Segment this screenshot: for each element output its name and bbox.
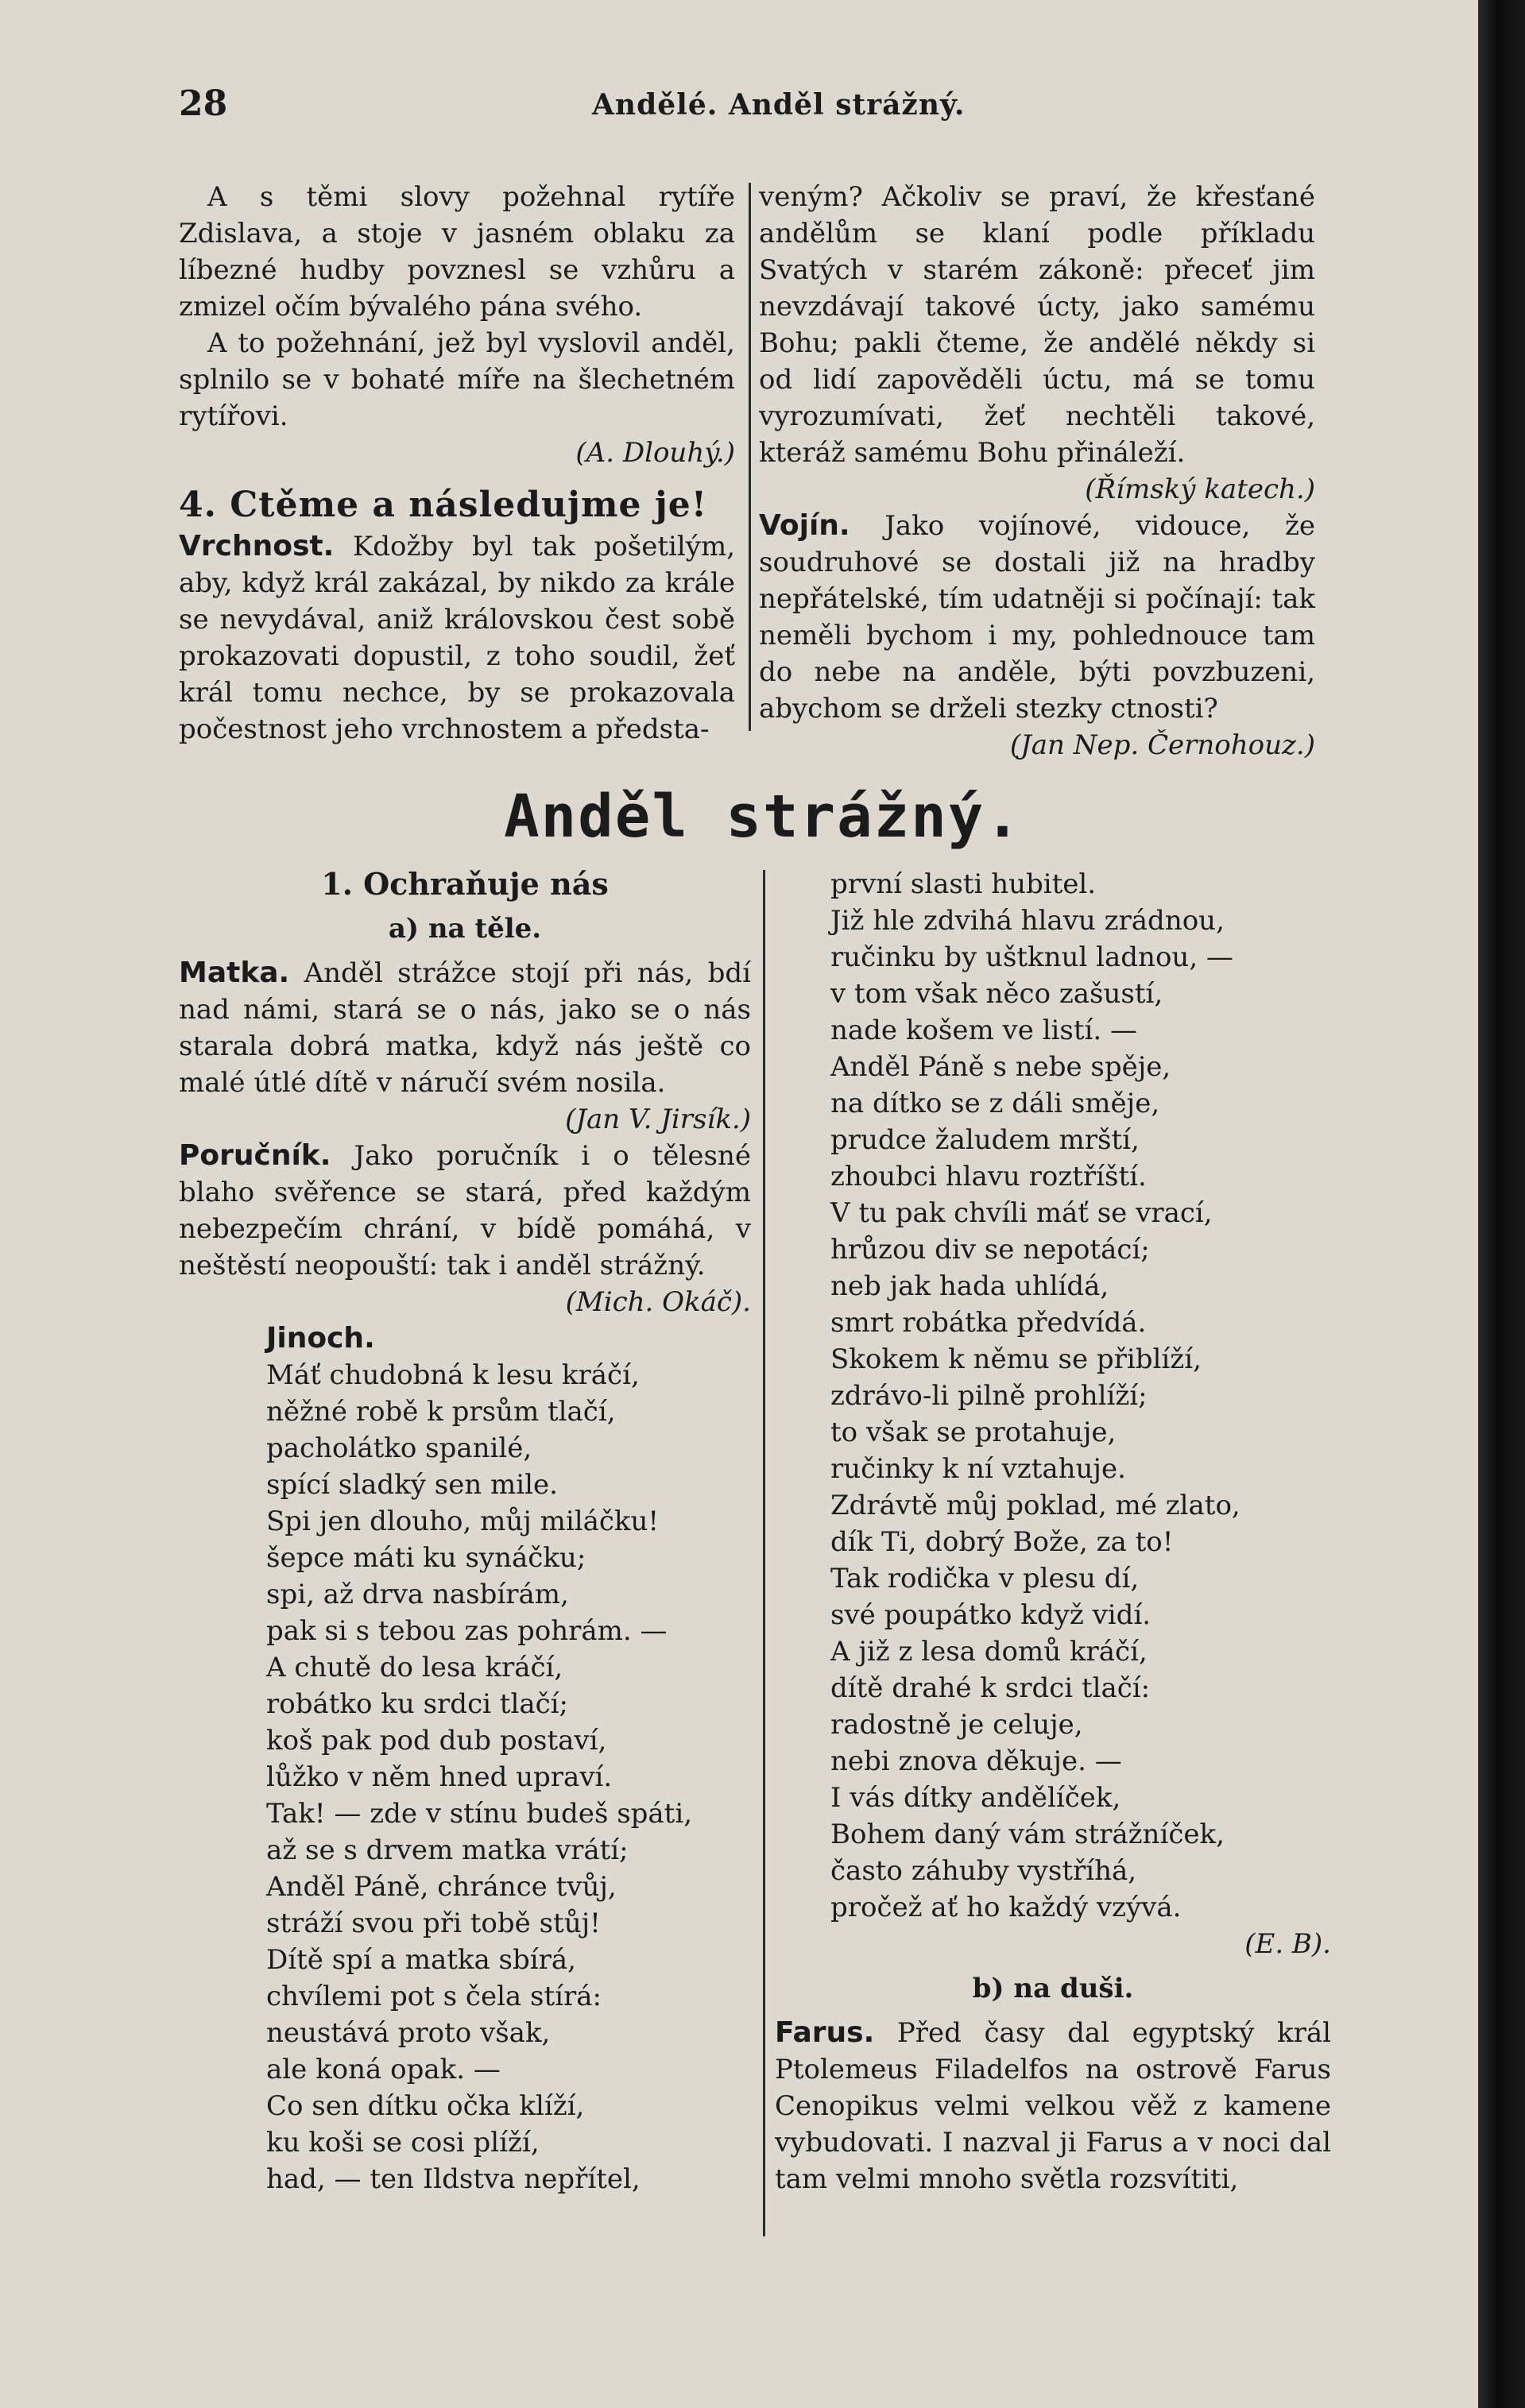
poem-line: V tu pak chvíli máť se vrací, [830,1197,1213,1229]
poem-line: spi, až drva nasbírám, [266,1579,569,1610]
poem-line: robátko ku srdci tlačí; [266,1688,568,1720]
poem-line: pak si s tebou zas pohrám. — [266,1615,668,1647]
poem-line: spící sladký sen mile. [266,1469,558,1501]
poem-right [775,866,1331,1926]
poem-left [179,1357,751,2197]
poem-line: Bohem daný vám strážníček, [830,1819,1225,1850]
subsection-subheading: a) na těle. [388,913,542,945]
poem-line: neustává proto však, [266,2017,551,2049]
poem-line: Spi jen dlouho, můj miláčku! [266,1505,660,1537]
column-divider [749,183,751,731]
poem-line: Co sen dítku očka klíží, [266,2090,585,2122]
section-title: Anděl strážný. [504,783,1022,851]
poem-line: ručinku by uštknul ladnou, — [830,941,1233,973]
poem-line: hrůzou div se nepotácí; [830,1234,1150,1266]
poem-line: Anděl Páně, chránce tvůj, [266,1871,617,1903]
poem-line: první slasti hubitel. [830,868,1097,900]
poem-line: ku koši se cosi plíží, [266,2127,540,2159]
poem-line: I vás dítky andělíček, [830,1782,1121,1814]
paragraph: A s těmi slovy požehnal rytíře Zdislava, a stoje v jasném oblaku za líbezné hudby povznesl se vzhůru a zmizel očím bývalého pána svého. [179,181,735,323]
poem-line: Dítě spí a matka sbírá, [266,1944,576,1976]
poem-line: pročež ať ho každý vzývá. [830,1892,1182,1923]
poem-line: dítě drahé k srdci tlačí: [830,1672,1151,1704]
poem-line: něžné robě k prsům tlačí, [266,1396,616,1428]
poem-line: na dítko se z dáli směje, [830,1088,1160,1119]
running-title: Andělé. Anděl strážný. [592,88,966,122]
poem-line: ručinky k ní vztahuje. [830,1453,1126,1485]
poem-line: své poupátko když vidí. [830,1599,1151,1631]
poem-line: Zdrávtě můj poklad, mé zlato, [830,1490,1241,1521]
poem-line: Již hle zdvihá hlavu zrádnou, [830,905,1225,937]
paragraph-label: Vrchnost. [179,530,335,562]
paragraph-label: Poručník. [179,1139,331,1172]
section-heading: 4. Ctěme a následujme je! [179,485,708,525]
citation: (Jan Nep. Černohouz.) [1009,729,1315,761]
paragraph: veným? Ačkoliv se praví, že křesťané andělům se klaní podle příkladu Svatých v starém zákoně: přeceť jim nevzdávají takové úcty, jako samému Bohu; pakli čteme, že andělé někdy si od lidí zapověděli úctu, má se tomu vyrozumívati, žeť nechtěli takové, kteráž samému Bohu přináleží. [759,181,1315,469]
poem-line: dík Ti, dobrý Bože, za to! [830,1526,1174,1558]
paragraph: Před časy dal egyptský král Ptolemeus Filadelfos na ostrově Farus Cenopikus velmi velkou věž z kamene vybudovati. I nazval ji Farus a v noci dal tam velmi mnoho světla rozsvítiti, [775,2017,1331,2195]
citation: (E. B). [1244,1928,1331,1960]
column-divider [763,870,765,2236]
subsection-heading: 1. Ochraňuje nás [321,866,609,902]
poem-line: nade košem ve listí. — [830,1015,1138,1046]
poem-line: nebi znova děkuje. — [830,1745,1122,1777]
poem-line: A chutě do lesa kráčí, [266,1652,563,1683]
poem-line: Anděl Páně s nebe spěje, [830,1051,1171,1083]
poem-line: chvílemi pot s čela stírá: [266,1981,602,2012]
poem-line: Skokem k němu se přiblíží, [830,1343,1202,1375]
poem-line: Tak rodička v plesu dí, [830,1563,1140,1594]
paragraph-label: Matka. [179,957,290,989]
citation: (Jan V. Jirsík.) [565,1104,751,1135]
poem-line: stráží svou při tobě stůj! [266,1907,601,1939]
paragraph: A to požehnání, jež byl vyslovil anděl, splnilo se v bohaté míře na šlechetném rytířovi. [179,327,735,432]
paragraph-label: Vojín. [759,509,850,542]
poem-line: smrt robátka předvídá. [830,1307,1147,1339]
poem-line: Máť chudobná k lesu kráčí, [266,1359,640,1391]
bottom-right-column [775,866,1331,2197]
citation: (A. Dlouhý.) [575,437,735,469]
paragraph: Jako vojínové, vidouce, že soudruhové se dostali již na hradby nepřátelské, tím udatněji si počínají: tak neměli bychom i my, pohlednouce tam do nebe na anděle, býti povzbuzeni, abychom se drželi stezky ctnosti? [759,510,1315,725]
page-header [179,83,1252,131]
poem-line: prudce žaludem mrští, [830,1124,1140,1156]
poem-line: radostně je celuje, [830,1709,1083,1741]
poem-line: neb jak hada uhlídá, [830,1270,1109,1302]
paragraph-label: Jinoch. [266,1322,375,1355]
citation: (Římský katech.) [1085,473,1315,505]
paragraph: Kdožby byl tak pošetilým, aby, když král zakázal, by nikdo za krále se nevydával, aniž královskou čest sobě prokazovati dopustil, z toho soudil, žeť král tomu nechce, by se prokazovala počestnost jeho vrchnostem a předsta- [179,531,735,745]
poem-line: Tak! — zde v stínu budeš spáti, [266,1798,693,1830]
poem-line: často záhuby vystříhá, [830,1855,1137,1887]
poem-line: šepce máti ku synáčku; [266,1542,586,1574]
poem-line: had, — ten Ildstva nepřítel, [266,2163,641,2195]
poem-line: lůžko v něm hned upraví. [266,1761,613,1793]
paragraph: Anděl strážce stojí při nás, bdí nad námi, stará se o nás, jako se o nás starala dobrá matka, když nás ještě co malé útlé dítě v náručí svém nosila. [179,957,751,1099]
top-left-column [179,179,735,748]
paragraph-label: Farus. [775,2016,875,2049]
poem-line: zdrávo-li pilně prohlíží; [830,1380,1148,1412]
poem-line: koš pak pod dub postaví, [266,1725,607,1757]
poem-line: pacholátko spanilé, [266,1432,532,1464]
paragraph: Jako poručník i o tělesné blaho svěřence se stará, před každým nebezpečím chrání, v bídě pomáhá, v neštěstí neopouští: tak i anděl strážný. [179,1140,751,1281]
bottom-left-column [179,866,751,2197]
poem-line: A již z lesa domů kráčí, [830,1636,1148,1668]
page-edge-shadow [1478,0,1525,2408]
poem-line: zhoubci hlavu roztříští. [830,1161,1147,1192]
poem-line: ale koná opak. — [266,2054,501,2085]
poem-line: v tom však něco zašustí, [830,978,1163,1010]
poem-line: to však se protahuje, [830,1417,1117,1448]
poem-line: až se s drvem matka vrátí; [266,1834,629,1866]
top-right-column [759,179,1315,763]
subsection-subheading: b) na duši. [972,1973,1134,2004]
citation: (Mich. Okáč). [565,1286,751,1318]
page-number: 28 [179,83,228,124]
